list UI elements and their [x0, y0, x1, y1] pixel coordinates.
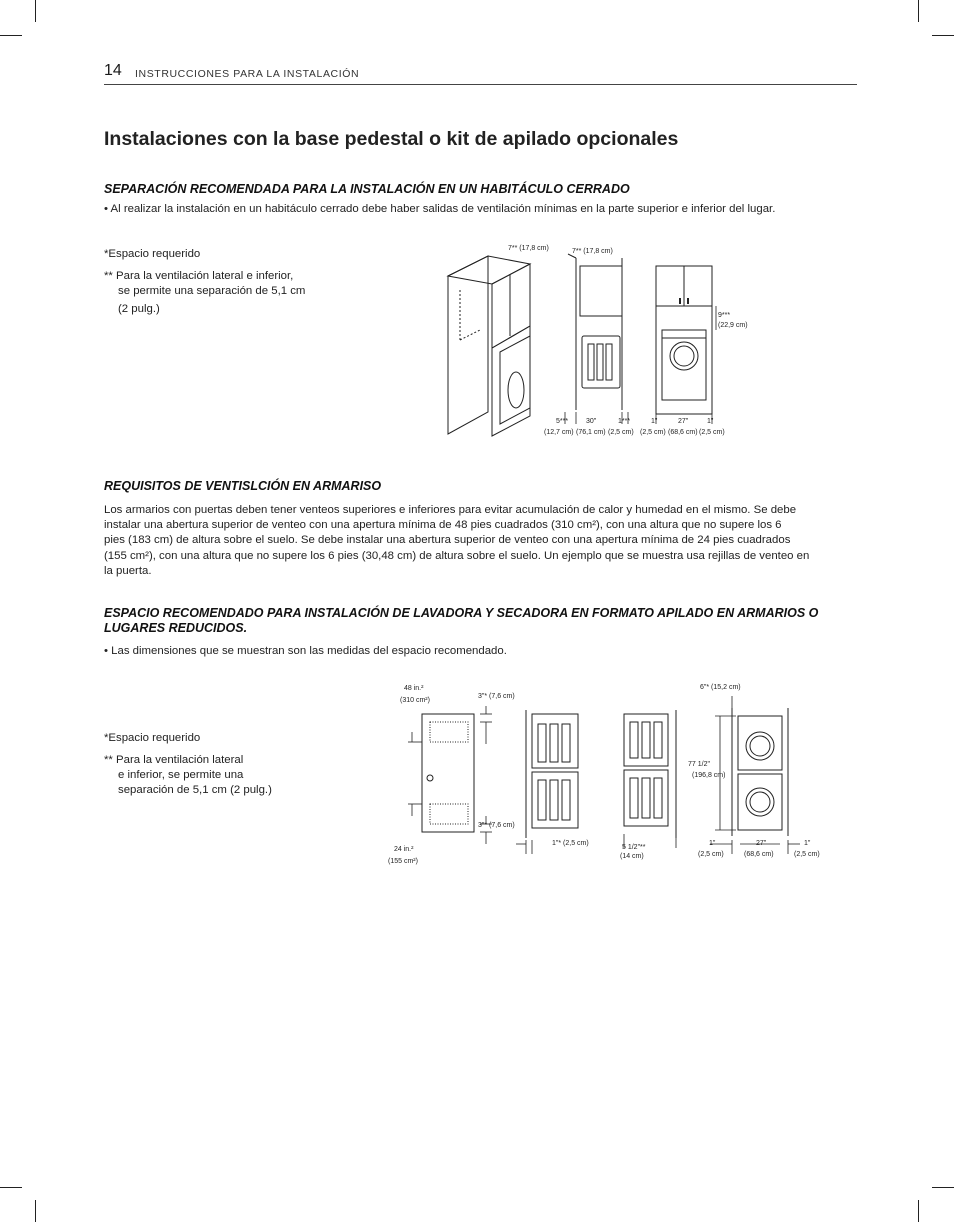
stacked-front-view [732, 708, 788, 836]
dim-label: (14 cm) [620, 853, 644, 860]
dim-label: (76,1 cm) [576, 429, 606, 436]
dim-label: (2,5 cm) [608, 429, 634, 436]
dim-label: (2,5 cm) [699, 429, 725, 436]
dim-label: 24 in.² [394, 846, 414, 853]
note-vent-line: se permite una separación de 5,1 cm [118, 285, 306, 297]
dim-label: (68,6 cm) [668, 429, 698, 436]
section1-notes [104, 247, 305, 317]
vented-door-drawing [422, 714, 474, 832]
dim-label: 27" [756, 840, 767, 847]
dim-label: 1" [709, 840, 716, 847]
dim-label: 5 1/2"** [622, 844, 646, 851]
side-view-drawing [568, 254, 622, 410]
dim-label: 77 1/2" [688, 761, 710, 768]
note-vent-line: ** Para la ventilación lateral e inferior, [104, 270, 294, 282]
dim-label: (12,7 cm) [544, 429, 574, 436]
front-view-drawing [656, 266, 712, 414]
dim-label: 6"* (15,2 cm) [700, 684, 741, 691]
section3-heading [104, 606, 864, 636]
crop-mark [35, 0, 36, 22]
section1-bullet: • Al realizar la instalación en un habitáculo cerrado debe haber salidas de ventilación mínimas en la parte superior e inferior del lugar. [104, 203, 776, 215]
dim-label: (155 cm²) [388, 858, 418, 865]
dim-label: 1*** [618, 418, 631, 425]
dim-label: (196,8 cm) [692, 772, 726, 779]
stacked-depth-view [624, 710, 676, 838]
dim-label: 7** (17,8 cm) [572, 248, 613, 255]
page-title: Instalaciones con la base pedestal o kit de apilado opcionales [104, 128, 679, 150]
section1-heading: SEPARACIÓN RECOMENDADA PARA LA INSTALACIÓN EN UN HABITÁCULO CERRADO [104, 182, 630, 196]
dim-label: 30" [586, 418, 597, 425]
section3-notes [104, 731, 272, 798]
crop-mark [0, 1187, 22, 1188]
heading-line: LUGARES REDUCIDOS. [104, 621, 248, 635]
bottom-dim-labels [544, 418, 725, 436]
section2-paragraph [104, 503, 860, 579]
running-title: INSTRUCCIONES PARA LA INSTALACIÓN [135, 68, 360, 80]
page-number: 14 [104, 62, 122, 79]
note-vent-line: e inferior, se permite una [118, 769, 244, 781]
note-vent-line: (2 pulg.) [118, 303, 160, 315]
crop-mark [918, 0, 919, 22]
dim-label: 9*** [718, 312, 731, 319]
dim-label: 7** (17,8 cm) [508, 245, 549, 252]
dim-label: (68,6 cm) [744, 851, 774, 858]
dim-label: 1"* (2,5 cm) [552, 840, 589, 847]
crop-mark [0, 35, 22, 36]
paragraph-line: Los armarios con puertas deben tener venteos superiores e inferiores para evitar acumulación de calor y humedad en el mismo. Se debe [104, 504, 797, 516]
crop-mark [35, 1200, 36, 1222]
dim-label: (2,5 cm) [794, 851, 820, 858]
dim-label: 3"* (7,6 cm) [478, 822, 515, 829]
heading-line: ESPACIO RECOMENDADO PARA INSTALACIÓN DE LAVADORA Y SECADORA EN FORMATO APILADO EN ARMARIOS O [104, 606, 819, 620]
paragraph-line: instalar una abertura superior de venteo con una apertura mínima de 48 pies cuadrados (310 cm²), con una altura que no supere los 6 [104, 519, 782, 532]
dim-label: (2,5 cm) [640, 429, 666, 436]
paragraph-line: pies (183 cm) de altura sobre el suelo. Se debe instalar una abertura superior de venteo con una apertura mínima de 24 pies cuadrados [104, 534, 791, 547]
note-required: *Espacio requerido [104, 732, 201, 744]
cabinet-iso-drawing [448, 256, 530, 436]
note-vent-line: separación de 5,1 cm (2 pulg.) [118, 784, 272, 796]
stacked-installation-diagram [380, 676, 840, 876]
section3-bullet: • Las dimensiones que se muestran son las medidas del espacio recomendado. [104, 645, 507, 657]
dim-label: 48 in.² [404, 685, 424, 692]
page-header [104, 64, 857, 85]
note-vent-line: ** Para la ventilación lateral [104, 754, 244, 766]
dim-label: 5*** [556, 418, 569, 425]
closet-installation-diagram [440, 240, 760, 440]
dim-label: (22,9 cm) [718, 322, 748, 329]
crop-mark [932, 1187, 954, 1188]
dim-label: (2,5 cm) [698, 851, 724, 858]
crop-mark [932, 35, 954, 36]
stacked-side-view [526, 710, 578, 838]
dim-label: 3"* (7,6 cm) [478, 693, 515, 700]
dim-label: 1" [707, 418, 714, 425]
dim-label: 27" [678, 418, 689, 425]
paragraph-line: la puerta. [104, 564, 152, 577]
crop-mark [918, 1200, 919, 1222]
note-required: *Espacio requerido [104, 248, 201, 260]
dim-label: (310 cm²) [400, 697, 430, 704]
dim-label: 1" [651, 418, 658, 425]
section2-heading: REQUISITOS DE VENTISLCIÓN EN ARMARISO [104, 479, 382, 493]
paragraph-line: (155 cm²), con una altura que no supere los 6 pies (30,48 cm) de altura sobre el suelo. Un ejemplo que se muestra usa rejillas de venteo en [104, 549, 810, 562]
dim-label: 1" [804, 840, 811, 847]
